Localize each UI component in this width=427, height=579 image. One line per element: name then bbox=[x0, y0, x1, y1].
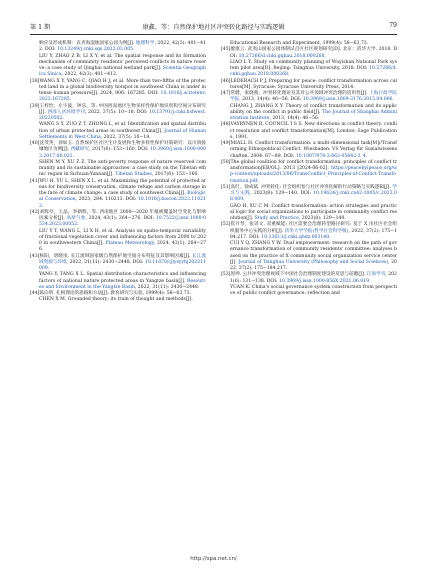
reference-link[interactable]: 上海行政学院学报 bbox=[230, 91, 397, 103]
reference-number: [48] bbox=[221, 122, 231, 128]
reference-link[interactable]: The Journal of Shanghai Administration Institute bbox=[230, 109, 397, 121]
reference-entry bbox=[221, 141, 397, 160]
reference-entry bbox=[30, 122, 206, 141]
reference-text: 崔月琴，张译文. 双重赋能: 社区需要会治理转型路径研究: 基于 X 市社区社会组织服务中心实践的分析[J]. bbox=[230, 222, 397, 234]
reference-link[interactable]: 地理科学 bbox=[135, 41, 155, 46]
reference-citation: , 2017(6): 153−160. DOI: bbox=[89, 147, 150, 153]
reference-citation: , 2023(8): 129−140. DOI: bbox=[250, 191, 314, 196]
reference-entry bbox=[30, 272, 206, 291]
reference-entry bbox=[30, 79, 206, 104]
doi-link[interactable]: 10.19624/j.cnki.cn42-1005/c.2023.08.009 bbox=[230, 191, 397, 203]
reference-number: [49] bbox=[221, 141, 231, 146]
reference-number: [52] bbox=[221, 222, 231, 228]
reference-text: 王梓怡，左宇波，钟乐，等. 中国西南地区生物多样性保护地识别和空间分布研究[J]. bbox=[39, 103, 206, 115]
reference-entry bbox=[221, 91, 397, 104]
reference-number: [40] bbox=[30, 141, 40, 146]
references-right-column bbox=[221, 41, 397, 297]
reference-entry bbox=[30, 179, 206, 210]
reference-link[interactable]: 高原气象 bbox=[66, 216, 86, 221]
reference-citation: , 2022, 42(3): 401−412. DOI: bbox=[39, 41, 206, 53]
reference-end: . bbox=[72, 153, 75, 159]
reference-entry bbox=[30, 141, 206, 160]
reference-citation: , 2022, 37(5): 10−18. DOI: bbox=[84, 109, 150, 115]
reference-number: [50] bbox=[221, 159, 231, 165]
reference-link[interactable]: Resources and Environment in the Yangtze Basin bbox=[39, 278, 206, 290]
reference-text: WU H, YU L, SHEN X L, et al. Maximizing the potential of protected areas for biodiversity conservation, climate refuge and carbon storage in the face of climate change: a case study of southwest China[J]. bbox=[39, 178, 206, 196]
doi-link[interactable]: 10.27266/d.cnki.gqhau.2018.000268 bbox=[238, 53, 325, 59]
reference-text: CUI Y Q, ZHANG Y W. Dual empowerment: research on the path of governance transformation of community residents' committee: analyses based on the practice of X community social organization service center[J]. bbox=[230, 241, 397, 265]
reference-text: The global coalition for conflict transformation. principles of conflict transformation[EB/OL]. 2013 [2024-06-02]. bbox=[230, 159, 397, 171]
reference-end: . bbox=[324, 53, 326, 59]
reference-number: [47] bbox=[221, 91, 231, 96]
reference-text: 高红，徐成斌. 冲突转化: 社会组织参与社区冲突化解的行动策略与实践逻辑[J]. bbox=[230, 184, 393, 190]
reference-text: 响应及形成机制：以青海湿地国家公园为例[J]. bbox=[39, 41, 136, 46]
reference-number: [42] bbox=[30, 209, 40, 215]
reference-entry bbox=[30, 104, 206, 123]
doi-link[interactable]: 10.3969/j.issn.1000-0003.2017.06.021 bbox=[39, 147, 206, 159]
reference-link[interactable]: 长江流域资源与环境 bbox=[39, 253, 206, 265]
reference-link[interactable]: 西部人居环境学刊 bbox=[47, 109, 85, 115]
reference-number: [45] bbox=[221, 47, 231, 53]
reference-text: 杨阳，唐晓岚. 长江流域国家级自然保护地空间分布特征及其影响因素[J]. bbox=[39, 253, 192, 259]
reference-end: . bbox=[392, 97, 394, 103]
reference-number: [51] bbox=[221, 184, 231, 190]
reference-end: . bbox=[41, 203, 44, 209]
header-rule bbox=[30, 34, 397, 35]
reference-text: WANG S Y, ZUO Z T, ZHONG L, et al. Identification and spatial distribution of urban protected areas in southwest China[J]. bbox=[39, 122, 206, 134]
reference-entry bbox=[30, 54, 206, 79]
reference-text: Educational Research and Experiment, 1999(4): 58−63,73. bbox=[230, 41, 369, 46]
footer-url[interactable]: http://spa.net.cn/ bbox=[190, 556, 237, 562]
reference-link[interactable]: 清华大学学报(哲学社会科学版) bbox=[284, 228, 349, 234]
references-left-column bbox=[30, 41, 206, 304]
reference-number: [53] bbox=[221, 272, 231, 278]
reference-entry bbox=[30, 254, 206, 273]
reference-entry bbox=[221, 60, 397, 79]
doi-link[interactable]: 10.3969/j.issn.1009-3176.2013.04.006 bbox=[302, 97, 393, 103]
doi-link[interactable]: 10.13249/j.cnki.sgs.2022.03.005 bbox=[57, 47, 134, 53]
doi-link[interactable]: 10.1007/978-3-663-05642-3_4 bbox=[295, 153, 366, 159]
doi-link[interactable]: 10.13791/j.cnki.hsfwest.20220502 bbox=[39, 109, 206, 121]
reference-entry bbox=[30, 229, 206, 254]
reference-citation: , 2022, 31(11): 2430−2448. DOI: bbox=[66, 259, 145, 265]
reference-citation: , 2022, 42(3): 401−412. bbox=[61, 72, 118, 78]
reference-entry bbox=[221, 79, 397, 92]
doi-link[interactable]: 10.7522/j.issn.1000-0534.2023.00052 bbox=[39, 216, 206, 228]
reference-number: [39] bbox=[30, 103, 40, 109]
doi-link[interactable]: 10.1016/j.biocon.2023.110213 bbox=[39, 197, 206, 209]
reference-end: . bbox=[62, 116, 64, 121]
reference-entry bbox=[30, 297, 206, 303]
reference-text: LIU Y, ZHAO Z B, LI X Y, et al. The spatial response and its formation mechanism of community residents' perceived conflicts in nature reserve: a case study of Qinghai national wetland park[J]. bbox=[39, 53, 206, 71]
reference-citation: , 2022, 37(2): 175−184,217. DOI: bbox=[230, 228, 397, 240]
reference-citation: , 2022, 37(2): 175−184,217. bbox=[230, 259, 397, 271]
reference-link[interactable]: Plateau Meteorology bbox=[105, 241, 154, 246]
reference-end: . bbox=[287, 72, 290, 78]
reference-number: [41] bbox=[30, 178, 40, 184]
reference-text: CHANG J, ZHANG X Y. Theory of conflict transformation and its applicability on the conflict in public field[J]. bbox=[230, 103, 397, 115]
issue-label: 第 1 期 bbox=[30, 24, 51, 31]
reference-end: . bbox=[69, 97, 72, 103]
doi-link[interactable]: 10.11870/cjlyzyyhj202211009 bbox=[39, 259, 206, 271]
reference-text: YUAN K. China's social governance system construction from perspective of public conflict governance: reflection and bbox=[230, 284, 397, 296]
reference-number: [43] bbox=[30, 253, 40, 259]
running-title: 康鑫，等：自然保护地社区冲突转化路径与实践逻辑 bbox=[142, 24, 285, 31]
reference-number: [46] bbox=[221, 78, 231, 84]
reference-entry bbox=[221, 47, 397, 60]
reference-entry bbox=[30, 210, 206, 229]
doi-link[interactable]: 10.3969/j.issn.1000-856X.2021.06.019 bbox=[279, 278, 370, 284]
reference-number: [44] bbox=[30, 291, 40, 296]
reference-end: . bbox=[369, 278, 371, 284]
reference-entry bbox=[221, 122, 397, 141]
reference-entry bbox=[221, 204, 397, 223]
reference-text: 陈向明. 扎根理论的思路和方法[J]. 教育研究与实验, 1999(4): 58−63,73. bbox=[39, 291, 192, 296]
reference-text: MIALL H. Conflict transformation: a multi-dimensional task[M]//Transforming Ethnopolitical Conflict. Wiesbaden: VS Verlag für Sozialwissenschaften, 2004: 67−89. DOI: bbox=[230, 141, 397, 159]
reference-end: . bbox=[133, 47, 135, 53]
reference-entry bbox=[221, 272, 397, 285]
reference-entry bbox=[221, 222, 397, 241]
reference-citation: , 2021(6): 131−138. DOI: bbox=[230, 272, 397, 284]
doi-link[interactable]: 10.13613/j.cnki.qhdz.003140 bbox=[261, 234, 330, 240]
reference-text: LIU Y T, WANG L, LI X H, et al. Analysis on spatio-temporal variability of fractional vegetation cover and influencing factors from 2000 to 2020 in southwestern China[J]. bbox=[39, 228, 206, 246]
reference-entry bbox=[30, 41, 206, 54]
reference-citation: , 2013, 14(4): 46−56. DOI: bbox=[239, 97, 303, 103]
reference-citation: , 2013, 14(4): 46−56. bbox=[269, 116, 320, 121]
reference-end: . bbox=[329, 234, 331, 240]
reference-link[interactable]: 江海学刊 bbox=[366, 272, 386, 278]
reference-link[interactable]: https://peacebyipeace.org/wp-content/uploads/2013/06/TransConflict_Principles-of-Conflict-Transformation.pdf bbox=[230, 166, 397, 184]
page-number: 79 bbox=[389, 22, 397, 29]
reference-text: LIAO L Y. Study on community planning of Wuyishan National Park system pilot area[D]. Beijing: Tsinghua University, 2018. DOI: bbox=[230, 59, 397, 71]
reference-link[interactable]: 学习与实践 bbox=[230, 184, 397, 196]
reference-link[interactable]: Journal of Tsinghua University (Philosophy and Social Sciences) bbox=[238, 259, 389, 265]
reference-end: . bbox=[243, 197, 245, 203]
reference-entry bbox=[30, 160, 206, 179]
reference-text: GAO H, XU C M. Conflict transformation: action strategies and practical logic for social organizations to participate in community conflict resolution[J]. bbox=[230, 203, 397, 221]
doi-link[interactable]: 10.27266/d.cnki.gqhau.2018.000268 bbox=[230, 66, 397, 78]
reference-end: . bbox=[77, 222, 79, 228]
reference-number: [38] bbox=[30, 78, 40, 84]
reference-text: SHEN M Y, XU Z Z. The anti-poverty response of nature reserved community and its sustainable approaches: a case study on the Tibetan ethnic region in Sichuan-Yunnan[J]. bbox=[39, 159, 206, 178]
reference-entry bbox=[221, 241, 397, 272]
reference-link[interactable]: Scientia Geographica Sinica bbox=[39, 66, 207, 78]
reference-text: LEDERACH P J. Preparing for peace: conflict transformation across cultures[M]. Syracuse: Syracuse University Press, 2014. bbox=[230, 78, 397, 90]
reference-text: WANG X Y, YANG C, QIAO H J, et al. More than two-fifths of the protected land in a global biodiversity hotspot in southwest China is under intense human pressure[J]. 2024, 906: 167285. DOI: bbox=[39, 78, 206, 96]
reference-text: 刘辉亭，王晶，李朝辉，等. 西南地区 2000—2020 年植被覆盖时空变化与影响因素分析[J]. bbox=[39, 209, 206, 221]
reference-entry bbox=[221, 104, 397, 123]
reference-citation: , 2024, 43(1): 264−276. DOI: bbox=[85, 216, 156, 221]
reference-link[interactable]: 西藏研究 bbox=[70, 147, 90, 153]
reference-end: . bbox=[365, 153, 368, 159]
page-header bbox=[30, 22, 397, 34]
reference-citation: , 2023(8): 129−140. bbox=[298, 216, 346, 221]
reference-link[interactable]: Biological Conservation bbox=[39, 191, 206, 203]
reference-text: 廖康云. 武夷山国家公园体制试点区社区规划研究[D]. 北京：清华大学, 2018. DOI: bbox=[230, 47, 397, 59]
reference-text: VAYRYNEN R, COUNCIL I S S. New directions in conflict theory: conflict resolution and conflict transformation[M]. London: Sage Publications, 1991. bbox=[230, 122, 397, 140]
reference-citation: , 2022, 37(5): 10−18. bbox=[100, 134, 151, 140]
reference-link[interactable]: Journal of Human Settlements in West China bbox=[39, 128, 206, 140]
reference-link[interactable]: Study and Practice bbox=[254, 216, 299, 221]
reference-text: YANG Y, TANG X L. Spatial distribution characteristics and influencing factors of national nature protected areas in Yangtze basin[J]. bbox=[39, 272, 206, 284]
reference-text: CHEN X M. Grounded theory: its train of thought and methods[J]. bbox=[39, 297, 193, 303]
reference-citation: , 2017(6): 153−160. bbox=[151, 172, 199, 178]
reference-end: . bbox=[47, 266, 50, 271]
reference-entry bbox=[221, 185, 397, 204]
reference-citation: , 2024, 43(1): 264−276. bbox=[39, 241, 206, 253]
reference-entry bbox=[221, 285, 397, 298]
reference-link[interactable]: Tibetan Studies bbox=[115, 172, 152, 178]
reference-citation: , 2023, 284: 110213. DOI: bbox=[75, 197, 138, 203]
reference-citation: , 2022, 31(11): 2430−2448. bbox=[134, 284, 200, 290]
reference-text: 原坤. 公共冲突治理视域下中国社会治理制度建设的反思与前瞻[J]. bbox=[230, 272, 367, 278]
reference-text: 沈茂英，徐如玉. 自然保护区社区生计发展和生物多样性保护对策研究：以川滇接壤地区为例[J]. bbox=[39, 141, 206, 153]
doi-link[interactable]: 10.1016/j.scitotenv.2023.167285 bbox=[39, 91, 206, 103]
reference-citation: . bbox=[257, 178, 259, 184]
reference-entry bbox=[221, 160, 397, 185]
reference-text: 常健，张晓燕，冲突转化理论及其对公共领域冲突治理的适用性[J]. bbox=[230, 91, 370, 96]
